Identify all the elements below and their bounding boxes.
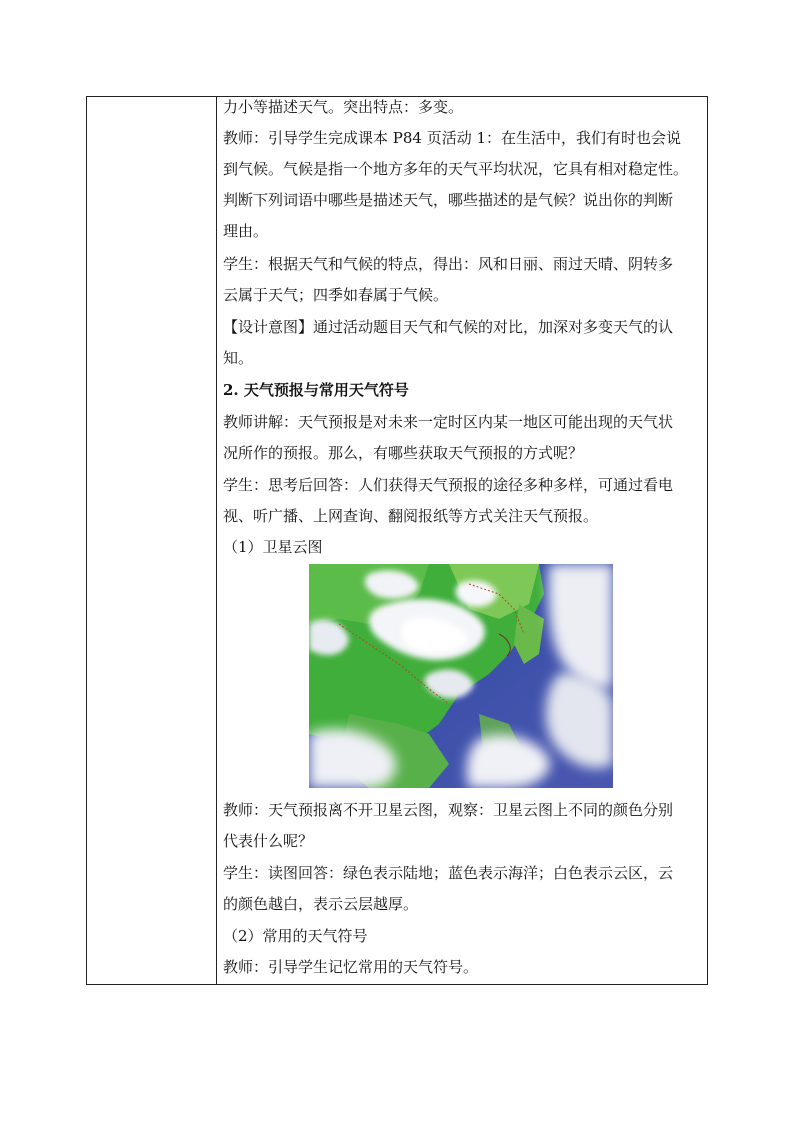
text-line: 教师：引导学生完成课本 P84 页活动 1：在生活中，我们有时也会说 bbox=[223, 129, 682, 147]
text-line: 视、听广播、上网查询、翻阅报纸等方式关注天气预报。 bbox=[223, 507, 599, 525]
text-line: 知。 bbox=[223, 349, 254, 367]
text-line: 判断下列词语中哪些是描述天气，哪些描述的是气候？说出你的判断 bbox=[223, 191, 674, 209]
text-line: 教师讲解：天气预报是对未来一定时区内某一地区可能出现的天气状 bbox=[223, 413, 674, 431]
text-line: 教师：天气预报离不开卫星云图，观察：卫星云图上不同的颜色分别 bbox=[223, 801, 674, 819]
text-line: 云属于天气；四季如春属于气候。 bbox=[223, 286, 449, 304]
text-line: 到气候。气候是指一个地方多年的天气平均状况，它具有相对稳定性。 bbox=[223, 160, 689, 178]
text-line: 教师：引导学生记忆常用的天气符号。 bbox=[223, 958, 479, 976]
text-line: 力小等描述天气。突出特点：多变。 bbox=[223, 98, 464, 116]
lesson-table bbox=[86, 96, 708, 985]
subsection-heading: （1）卫星云图 bbox=[223, 538, 323, 556]
text-line: 理由。 bbox=[223, 222, 269, 240]
satellite-cloud-image bbox=[309, 564, 613, 788]
text-line: 况所作的预报。那么，有哪些获取天气预报的方式呢？ bbox=[223, 444, 584, 462]
text-line: 学生：思考后回答：人们获得天气预报的途径多种多样，可通过看电 bbox=[223, 476, 674, 494]
subsection-heading: （2）常用的天气符号 bbox=[223, 927, 368, 945]
text-line: 【设计意图】通过活动题目天气和气候的对比，加深对多变天气的认 bbox=[223, 318, 674, 336]
table-column-divider bbox=[216, 97, 217, 984]
text-line: 学生：根据天气和气候的特点，得出：风和日丽、雨过天晴、阴转多 bbox=[223, 255, 674, 273]
text-line: 学生：读图回答：绿色表示陆地；蓝色表示海洋；白色表示云区，云 bbox=[223, 864, 674, 882]
text-line: 的颜色越白，表示云层越厚。 bbox=[223, 895, 419, 913]
text-line: 代表什么呢？ bbox=[223, 832, 314, 850]
section-heading: 2. 天气预报与常用天气符号 bbox=[223, 381, 409, 399]
